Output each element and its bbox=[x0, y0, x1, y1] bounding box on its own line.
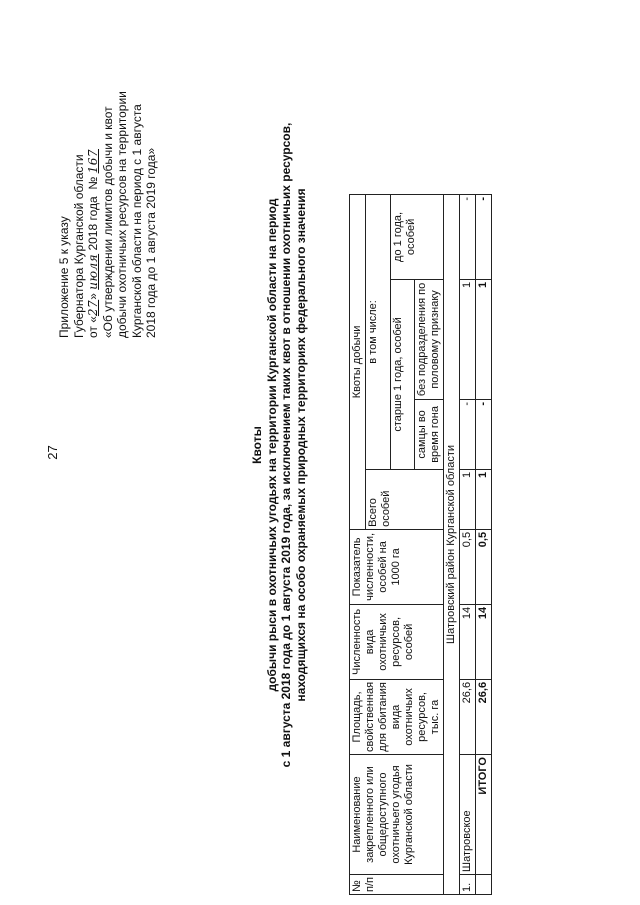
total-density: 0,5 bbox=[476, 529, 492, 604]
district-row bbox=[444, 194, 460, 894]
appendix-note bbox=[57, 8, 159, 338]
appendix-line-7: 2018 года до 1 августа 2019 года» bbox=[144, 147, 158, 338]
header-males: самцы во время гона bbox=[415, 399, 444, 469]
appendix-line-5: добычи охотничьих ресурсов на территории bbox=[115, 91, 129, 338]
quota-table bbox=[349, 194, 492, 895]
header-young: до 1 года, особей bbox=[390, 194, 444, 279]
total-nosex: 1 bbox=[476, 279, 492, 399]
total-young: - bbox=[476, 194, 492, 279]
header-density: Показатель численности, особей на 1000 га bbox=[350, 529, 444, 604]
header-older: старше 1 года, особей bbox=[390, 279, 415, 469]
table-row bbox=[460, 194, 476, 894]
date-prefix: от « bbox=[86, 316, 100, 338]
page-number: 27 bbox=[45, 445, 60, 460]
row-total: 1 bbox=[460, 469, 476, 529]
district-name: Шатровский район Курганской области bbox=[444, 194, 460, 894]
total-label: ИТОГО bbox=[476, 755, 492, 875]
decree-number: 167 bbox=[86, 149, 100, 174]
header-count: Численность вида охотничьих ресурсов, особей bbox=[350, 604, 444, 679]
row-nosex: 1 bbox=[460, 279, 476, 399]
total-total: 1 bbox=[476, 469, 492, 529]
header-name: Наименование закрепленного или общедоступного охотничьего угодья Курганской области bbox=[350, 755, 444, 875]
date-year: 2018 года bbox=[86, 196, 100, 251]
header-total: Всего особей bbox=[366, 469, 444, 529]
header-inclusive: в том числе: bbox=[366, 194, 391, 469]
title-line-4: находящихся на особо охраняемых природных территориях федерального значения bbox=[293, 188, 308, 702]
row-males: - bbox=[460, 399, 476, 469]
appendix-line-2: Губернатора Курганской области bbox=[71, 154, 86, 338]
title-line-3: с 1 августа 2018 года до 1 августа 2019 года, за исключением таких квот в отношении охотничьих ресурсов, bbox=[279, 122, 293, 768]
appendix-line-4: «Об утверждении лимитов добычи и квот bbox=[100, 106, 115, 338]
total-males: - bbox=[476, 399, 492, 469]
row-area: 26,6 bbox=[460, 679, 476, 754]
total-row bbox=[476, 194, 492, 894]
row-young: - bbox=[460, 194, 476, 279]
document-title bbox=[250, 65, 308, 825]
row-density: 0,5 bbox=[460, 529, 476, 604]
row-num: 1. bbox=[460, 875, 476, 895]
header-quotas: Квоты добычи bbox=[350, 194, 366, 529]
decree-no-label: № bbox=[86, 176, 100, 190]
total-num-cell bbox=[476, 875, 492, 895]
header-area: Площадь, свойственная для обитания вида охотничьих ресурсов, тыс. га bbox=[350, 679, 444, 754]
appendix-line-3: от «27» июля 2018 года № 167 bbox=[86, 149, 100, 338]
date-month: июля bbox=[86, 253, 100, 290]
row-count: 14 bbox=[460, 604, 476, 679]
title-line-2: добычи рыси в охотничьих угодьях на территории Курганской области на период bbox=[264, 198, 279, 692]
appendix-line-1: Приложение 5 к указу bbox=[57, 216, 71, 338]
header-nosex: без подразделения по половому признаку bbox=[415, 279, 444, 399]
total-count: 14 bbox=[476, 604, 492, 679]
total-area: 26,6 bbox=[476, 679, 492, 754]
header-num: № п/п bbox=[350, 875, 444, 895]
title-line-1: Квоты bbox=[250, 426, 264, 464]
date-day: 27 bbox=[86, 299, 100, 317]
row-name: Шатровское bbox=[460, 755, 476, 875]
appendix-line-6: Курганской области на период с 1 августа bbox=[129, 104, 144, 338]
